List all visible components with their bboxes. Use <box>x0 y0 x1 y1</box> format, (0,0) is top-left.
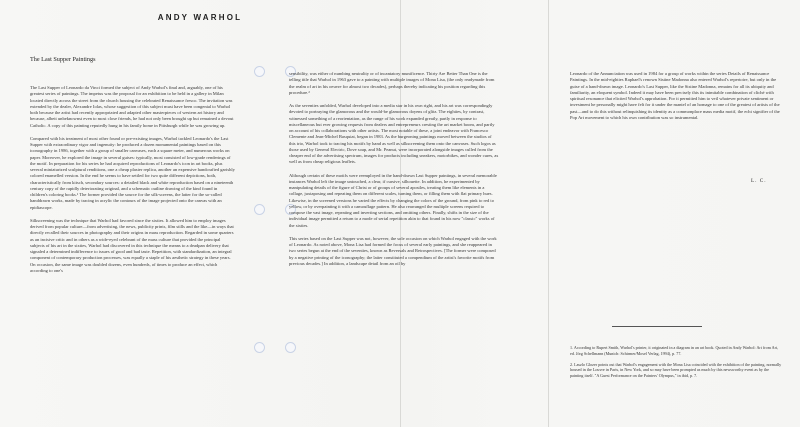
footnote: 1. According to Rupert Smith, Warhol's printer, it originated in a diagram in an art book. Quoted in Andy Warhol: Art from Art, ed. Jörg Schellmann (Munich: Schirmer/Mosel Verlag, 1994), p. 77. <box>570 345 779 356</box>
paragraph: This series based on the Last Supper was not, however, the sole occasion on which Warhol engaged with the work of Leonardo. As noted above, Mona Lisa had formed the focus of several early paintings, and she reappeared in two series begun at the end of the seventies, known as Reversals and Retrospectives. [The former were composed by a negative printing of the iconography; the latter constituted a compendium of the artist's favorite motifs from previous decades.] In addition, a landscape detail from an oil by <box>289 235 497 266</box>
footnote: 2. Laszlo Glozer points out that Warhol's engagement with the Mona Lisa coincided with the exhibition of the painting, normally housed in the Louvre in Paris, in New York, and so may have been prompted as much by this newsworthy event as by the painting itself. "A Guest Performance on the Painters' Olympus," in ibid, p. 7. <box>570 361 782 379</box>
column-2 <box>289 71 499 274</box>
paragraph: As the seventies unfolded, Warhol developed into a media star in his own right, and his art was correspondingly devoted to portraying the glamorous and the would-be glamorous doyens of glitz. The eighties, by contrast, witnessed something of a reorientation, as the range of his work expanded greatly, partly in response to miscellaneous but ever growing requests from dealers and entrepreneurs cresting the art market boom, and partly on account of his collaborations with other artists. The most notable of these, a joint endeavor with Francesco Clemente and Jean-Michel Basquiat, began in 1983. As the burgeoning paintings moved between the studios of this trio, Warhol took to tracing his motifs by hand as well as silkscreening them onto the canvases. Such logos as those used by General Electric, Dove soap, and Mr. Peanut, were incorporated alongside images culled from the cheaper end of the advertising spectrum, images for products including sneakers, motorbikes, and wonder cures, as well as from cheap religious leaflets. <box>289 103 499 165</box>
paragraph: Silkscreening was the technique that Warhol had favored since the sixties. It allowed him to employ images derived from popular culture—from advertising, the news, publicity prints, film stills and the like—in ways that directly recalled their sources in photography and their origins in mass reproduction. Regarded in some quarters as an incisive critic and in others as a wide-eyed celebrant of the mass culture that provided the principal subjects of his art in the sixties, Warhol had discovered in this technique the means to a deadpan delivery that signaled a determined indifference to issues of good and bad taste. Repetition, with standardization, an integral component of contemporary production processes, was equally a staple of his aesthetic strategy in these years. On occasion, the same image was doubled dozens, even hundreds, of times to produce an effect, which according to one's <box>30 217 234 273</box>
page-header: ANDY WARHOL <box>157 13 243 22</box>
paragraph: sensibility, was either of numbing neutrality or of incantatory munificence. Thirty Are Better Than One is the telling title that Warhol in 1963 gave to a painting with multiple images of Mona Lisa, (the only readymade from the realm of art in his oeuvre for almost two decades), perhaps thereby indicating his position regarding this procedure.² <box>289 71 495 95</box>
paragraph: Compared with his treatment of most other found or pre-existing images, Warhol tackled Leonardo's the Last Supper with extraordinary vigor and ingenuity: he produced a dozen monumental paintings based on this iconography in 1986, together with a group of smaller canvases, each a square meter, and numerous works on paper. Moreover, he explored the image in several guises: typically, most consisted of low-grade renderings of the motif. In preparation for his series he had acquired reproductions of Leonardo's icon in art books, plus several miniaturized sculptural renditions, one a cheap plaster replica, another an expensive handcrafted garishly colored enamelled version. In the end he seems to have settled for two quite different depictions, both, characteristically from kitsch, secondary sources: a detailed black and white reproduction based on a nineteenth century copy of the rapidly deteriorating original, and a schematic outline drawing of the kind found in children's coloring books.¹ The former provided the source for the silk-screens, the latter for the so-called handdrawn works, made by tracing in acrylic the contours of the image projected onto the canvas with an epidiascope. <box>30 135 235 210</box>
column-1 <box>30 85 235 281</box>
binder-hole <box>285 342 296 353</box>
column-3 <box>570 71 782 128</box>
author-initials: L. C. <box>751 178 767 184</box>
footnote-divider <box>612 326 702 327</box>
binder-hole <box>254 204 265 215</box>
paragraph: The Last Supper of Leonardo da Vinci formed the subject of Andy Warhol's final and, arguably, one of his greatest series of paintings. The impetus was the proposal for an exhibition to be held in a gallery in Milan located directly across the street from the church housing the celebrated Renaissance fresco. The invitation was extended by the dealer, Alexandre Iolas, whose suggestion of this subject must have been congenial to Warhol both because the artist had recently appropriated and adapted other masterpieces of western art history and because, albeit unbeknownst even to most close friends, he had not only been brought up but remained a devout Catholic. A copy of this painting reputedly hung in his family home in Pittsburgh while he was growing up. <box>30 85 234 128</box>
binder-hole <box>254 66 265 77</box>
essay-heading: The Last Supper Paintings <box>30 56 96 63</box>
binder-hole <box>254 342 265 353</box>
fold-line <box>548 0 549 427</box>
footnotes <box>570 345 782 384</box>
paragraph: Leonardo of the Annunciation was used in 1984 for a group of works within the series Details of Renaissance Paintings. In the mid-eighties Raphael's renown Sistine Madonna also entered Warhol's repertoire, but only in the guise of a hand-drawn image. Leonardo's Last Supper, like the Sistine Madonna, remains for all its ubiquity and familiarity, an eloquent symbol. Indeed it may have been precisely this its inimitable combination of cliché with spiritual resonance that elicited Warhol's approbation. For it permitted him to veil whatever private sentiment or investment he personally might have felt for it under the mantel of an homage to one of the greatest of artists of the past—and to do this without relinquishing its identity as a commonplace mass media motif, the echt signifier of the Pop Art movement to which his own contribution was so instrumental. <box>570 71 780 120</box>
paragraph: Although certain of these motifs were reemployed in the hand-drawn Last Supper paintings, in several memorable instances Warhol left the image untouched, a clear, if cursive, silhouette. In addition, he experimented by manipulating details of the figure of Christ or of groups of several apostles, treating them like elements in a collage, juxtaposing and repeating them on different scales, turning them, or filling them with flat primary hues. Likewise, in the screened versions he varied the effects by changing the colors of the ground, from pink to red to yellow, or by overpainting it with a camouflage pattern. He also rearranged the multiple screens required to compose the vast image, repeating and inverting sections, and omitting others. Finally, shifts in the size of the individual image permitted a return to a mode of serial repetition akin to that found in his now "classic" works of the sixties. <box>289 172 497 228</box>
